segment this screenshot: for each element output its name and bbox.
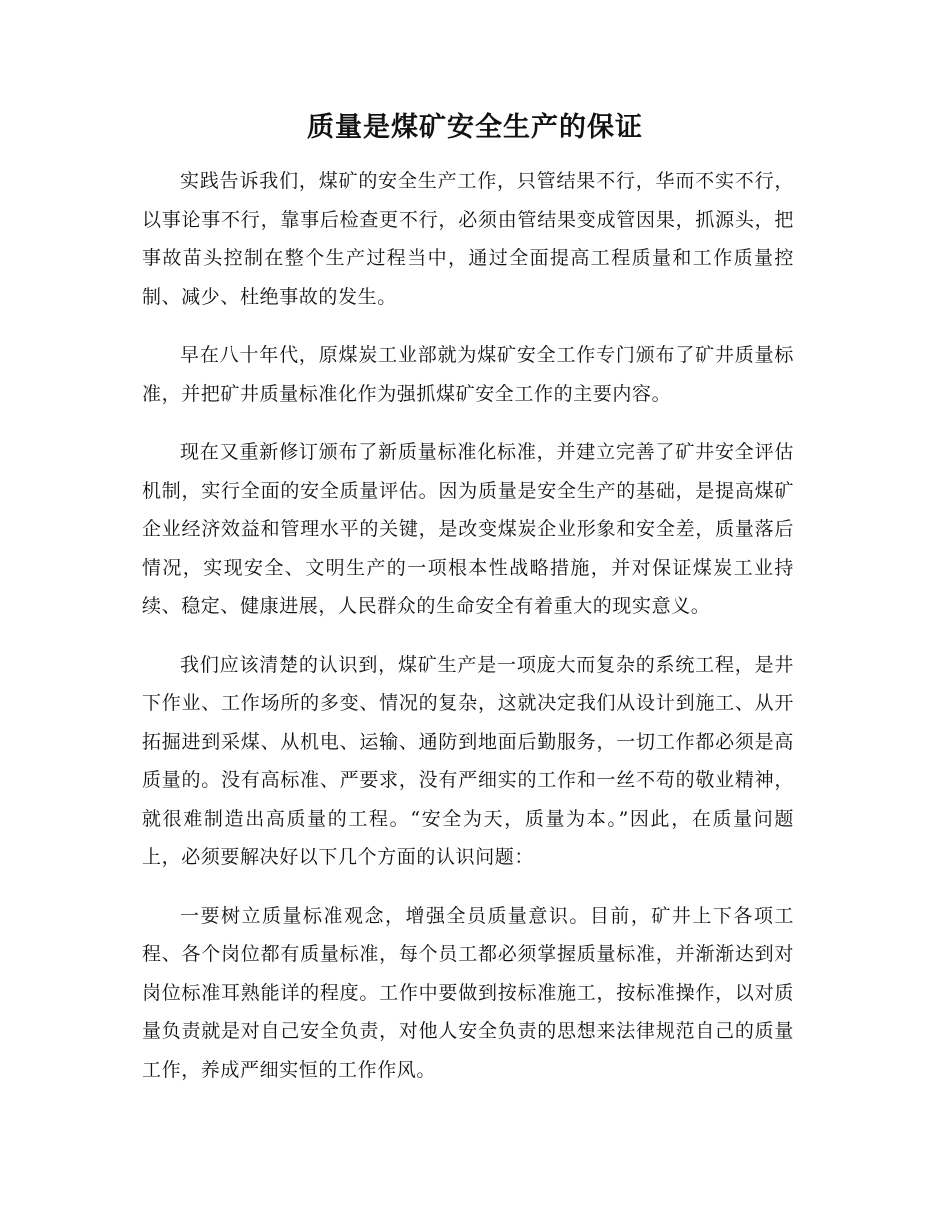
paragraph-5: 一要树立质量标准观念，增强全员质量意识。目前，矿井上下各项工程、各个岗位都有质量标准，每个员工都必须掌握质量标准，并渐渐达到对岗位标准耳熟能详的程度。工作中要做到按标准施工，按标准操作，以对质量负责就是对自己安全负责，对他人安全负责的思想来法律规范自己的质量工作，养成严细实恒的工作作风。 <box>142 904 794 1081</box>
document-body <box>142 162 794 1109</box>
document-title: 质量是煤矿安全生产的保证 <box>307 112 643 143</box>
paragraph-4: 我们应该清楚的认识到，煤矿生产是一项庞大而复杂的系统工程，是井下作业、工作场所的多变、情况的复杂，这就决定我们从设计到施工、从开拓掘进到采煤、从机电、运输、通防到地面后勤服务，一切工作都必须是高质量的。没有高标准、严要求，没有严细实的工作和一丝不苟的敬业精神，就很难制造出高质量的工程。“安全为天，质量为本。”因此，在质量问题上，必须要解决好以下几个方面的认识问题： <box>142 653 794 868</box>
paragraph-1: 实践告诉我们，煤矿的安全生产工作，只管结果不行，华而不实不行，以事论事不行，靠事后检查更不行，必须由管结果变成管因果，抓源头，把事故苗头控制在整个生产过程当中，通过全面提高工程质量和工作质量控制、减少、杜绝事故的发生。 <box>142 170 794 308</box>
paragraph-2: 早在八十年代，原煤炭工业部就为煤矿安全工作专门颁布了矿井质量标准，并把矿井质量标准化作为强抓煤矿安全工作的主要内容。 <box>142 344 794 405</box>
paragraph-3: 现在又重新修订颁布了新质量标准化标准，并建立完善了矿井安全评估机制，实行全面的安全质量评估。因为质量是安全生产的基础，是提高煤矿企业经济效益和管理水平的关键，是改变煤炭企业形象和安全差，质量落后情况，实现安全、文明生产的一项根本性战略措施，并对保证煤炭工业持续、稳定、健康进展，人民群众的生命安全有着重大的现实意义。 <box>142 441 794 617</box>
